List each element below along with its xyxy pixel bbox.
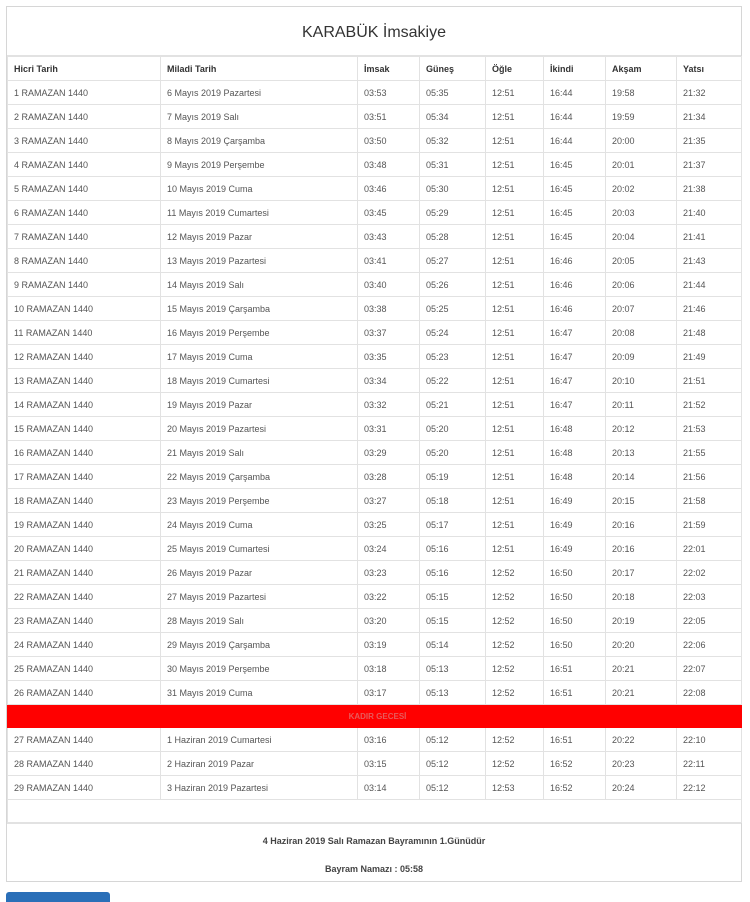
table-cell: 22 RAMAZAN 1440 — [8, 585, 161, 609]
table-cell: 27 Mayıs 2019 Pazartesi — [161, 585, 358, 609]
table-row — [8, 345, 742, 369]
col-aksam: Akşam — [606, 57, 677, 81]
table-cell: 12:51 — [486, 81, 544, 105]
table-cell: 03:41 — [358, 249, 420, 273]
col-yatsi: Yatsı — [677, 57, 742, 81]
table-row — [8, 153, 742, 177]
table-cell: 05:30 — [420, 177, 486, 201]
table-cell: 03:46 — [358, 177, 420, 201]
table-cell: 6 RAMAZAN 1440 — [8, 201, 161, 225]
table-cell: 20:09 — [606, 345, 677, 369]
table-cell: 21 RAMAZAN 1440 — [8, 561, 161, 585]
table-cell: 21:37 — [677, 153, 742, 177]
table-cell: 30 Mayıs 2019 Perşembe — [161, 657, 358, 681]
table-cell: 12:51 — [486, 441, 544, 465]
table-cell: 12:51 — [486, 321, 544, 345]
table-cell: 11 Mayıs 2019 Cumartesi — [161, 201, 358, 225]
table-cell: 20 Mayıs 2019 Pazartesi — [161, 417, 358, 441]
table-cell: 16:48 — [544, 441, 606, 465]
table-cell: 16:51 — [544, 681, 606, 705]
table-cell: 05:18 — [420, 489, 486, 513]
bayram-namazi-text: Bayram Namazı : 05:58 — [324, 864, 424, 874]
table-cell: 21:58 — [677, 489, 742, 513]
table-cell: 16:48 — [544, 465, 606, 489]
table-cell: 03:16 — [358, 728, 420, 752]
table-cell: 21:56 — [677, 465, 742, 489]
table-cell: 21:43 — [677, 249, 742, 273]
table-cell: 13 Mayıs 2019 Pazartesi — [161, 249, 358, 273]
bayram-info — [7, 823, 741, 883]
table-cell: 12:51 — [486, 153, 544, 177]
table-cell: 22:11 — [677, 752, 742, 776]
empty-row — [8, 800, 742, 823]
table-cell: 21:46 — [677, 297, 742, 321]
table-cell: 21:35 — [677, 129, 742, 153]
table-cell: 12:51 — [486, 369, 544, 393]
table-cell: 16 RAMAZAN 1440 — [8, 441, 161, 465]
table-cell: 23 RAMAZAN 1440 — [8, 609, 161, 633]
table-cell: 22:06 — [677, 633, 742, 657]
table-cell: 20:21 — [606, 681, 677, 705]
table-cell: 19:58 — [606, 81, 677, 105]
table-cell: 14 Mayıs 2019 Salı — [161, 273, 358, 297]
table-cell: 10 RAMAZAN 1440 — [8, 297, 161, 321]
table-cell: 22:05 — [677, 609, 742, 633]
table-cell: 2 Haziran 2019 Pazar — [161, 752, 358, 776]
table-row — [8, 249, 742, 273]
table-row — [8, 81, 742, 105]
imsakiye-table — [7, 56, 742, 823]
table-cell: 20:17 — [606, 561, 677, 585]
table-cell: 28 Mayıs 2019 Salı — [161, 609, 358, 633]
table-cell: 21:52 — [677, 393, 742, 417]
col-miladi: Miladi Tarih — [161, 57, 358, 81]
table-cell: 31 Mayıs 2019 Cuma — [161, 681, 358, 705]
table-body-after — [8, 728, 742, 800]
table-cell: 03:24 — [358, 537, 420, 561]
table-cell: 16:52 — [544, 776, 606, 800]
table-cell: 16:50 — [544, 585, 606, 609]
table-cell: 05:16 — [420, 537, 486, 561]
table-cell: 21:32 — [677, 81, 742, 105]
table-cell: 16:44 — [544, 129, 606, 153]
table-cell: 20:05 — [606, 249, 677, 273]
table-cell: 12:53 — [486, 776, 544, 800]
table-cell: 05:15 — [420, 585, 486, 609]
table-cell: 05:26 — [420, 273, 486, 297]
col-ikindi: İkindi — [544, 57, 606, 81]
kadir-gecesi-row — [8, 705, 742, 728]
table-cell: 21:44 — [677, 273, 742, 297]
table-row — [8, 321, 742, 345]
table-cell: 03:27 — [358, 489, 420, 513]
table-cell: 18 Mayıs 2019 Cumartesi — [161, 369, 358, 393]
table-cell: 20:11 — [606, 393, 677, 417]
table-cell: 12:51 — [486, 465, 544, 489]
table-cell: 05:22 — [420, 369, 486, 393]
table-cell: 20:22 — [606, 728, 677, 752]
table-cell: 16:45 — [544, 177, 606, 201]
table-cell: 22:12 — [677, 776, 742, 800]
table-cell: 20:02 — [606, 177, 677, 201]
table-cell: 2 RAMAZAN 1440 — [8, 105, 161, 129]
table-cell: 5 RAMAZAN 1440 — [8, 177, 161, 201]
table-row — [8, 657, 742, 681]
table-header — [8, 57, 742, 81]
bottom-button[interactable] — [6, 892, 110, 902]
table-cell: 16:46 — [544, 249, 606, 273]
table-cell: 05:24 — [420, 321, 486, 345]
table-cell: 03:35 — [358, 345, 420, 369]
table-cell: 05:29 — [420, 201, 486, 225]
table-cell: 8 RAMAZAN 1440 — [8, 249, 161, 273]
table-cell: 20:07 — [606, 297, 677, 321]
table-cell: 7 Mayıs 2019 Salı — [161, 105, 358, 129]
table-cell: 19 Mayıs 2019 Pazar — [161, 393, 358, 417]
table-cell: 12:51 — [486, 225, 544, 249]
table-cell: 3 RAMAZAN 1440 — [8, 129, 161, 153]
table-cell: 22 Mayıs 2019 Çarşamba — [161, 465, 358, 489]
table-cell: 12:51 — [486, 393, 544, 417]
table-cell: 8 Mayıs 2019 Çarşamba — [161, 129, 358, 153]
table-cell: 05:20 — [420, 417, 486, 441]
table-cell: 21 Mayıs 2019 Salı — [161, 441, 358, 465]
table-cell: 22:01 — [677, 537, 742, 561]
table-cell: 21:41 — [677, 225, 742, 249]
table-cell: 12:51 — [486, 129, 544, 153]
table-cell: 16:47 — [544, 321, 606, 345]
table-row — [8, 633, 742, 657]
table-cell: 17 Mayıs 2019 Cuma — [161, 345, 358, 369]
table-cell: 05:15 — [420, 609, 486, 633]
table-row — [8, 225, 742, 249]
table-cell: 05:31 — [420, 153, 486, 177]
table-cell: 21:49 — [677, 345, 742, 369]
table-cell: 03:23 — [358, 561, 420, 585]
table-cell: 20:16 — [606, 513, 677, 537]
table-cell: 05:35 — [420, 81, 486, 105]
table-row — [8, 537, 742, 561]
table-cell: 03:48 — [358, 153, 420, 177]
table-cell: 3 Haziran 2019 Pazartesi — [161, 776, 358, 800]
table-cell: 05:21 — [420, 393, 486, 417]
col-imsak: İmsak — [358, 57, 420, 81]
table-cell: 16:49 — [544, 513, 606, 537]
table-row — [8, 393, 742, 417]
table-row — [8, 441, 742, 465]
table-cell: 9 Mayıs 2019 Perşembe — [161, 153, 358, 177]
col-hicri: Hicri Tarih — [8, 57, 161, 81]
table-cell: 12:51 — [486, 273, 544, 297]
table-cell: 15 RAMAZAN 1440 — [8, 417, 161, 441]
table-cell: 21:59 — [677, 513, 742, 537]
table-cell: 21:40 — [677, 201, 742, 225]
table-cell: 22:07 — [677, 657, 742, 681]
table-cell: 05:25 — [420, 297, 486, 321]
table-cell: 16:48 — [544, 417, 606, 441]
table-cell: 16:44 — [544, 81, 606, 105]
table-cell: 20:21 — [606, 657, 677, 681]
table-cell: 12:51 — [486, 201, 544, 225]
table-cell: 03:31 — [358, 417, 420, 441]
table-cell: 20:06 — [606, 273, 677, 297]
table-cell: 26 Mayıs 2019 Pazar — [161, 561, 358, 585]
table-cell: 12:51 — [486, 297, 544, 321]
table-cell: 13 RAMAZAN 1440 — [8, 369, 161, 393]
table-cell: 20:24 — [606, 776, 677, 800]
table-cell: 05:19 — [420, 465, 486, 489]
table-cell: 03:51 — [358, 105, 420, 129]
table-row — [8, 129, 742, 153]
imsakiye-panel — [6, 6, 742, 882]
table-cell: 03:43 — [358, 225, 420, 249]
table-cell: 03:19 — [358, 633, 420, 657]
table-cell: 17 RAMAZAN 1440 — [8, 465, 161, 489]
table-cell: 14 RAMAZAN 1440 — [8, 393, 161, 417]
table-cell: 05:32 — [420, 129, 486, 153]
table-cell: 16:51 — [544, 728, 606, 752]
table-cell: 05:28 — [420, 225, 486, 249]
table-cell: 12:52 — [486, 633, 544, 657]
table-cell: 12:51 — [486, 489, 544, 513]
table-cell: 12:51 — [486, 345, 544, 369]
col-ogle: Öğle — [486, 57, 544, 81]
table-cell: 24 Mayıs 2019 Cuma — [161, 513, 358, 537]
table-cell: 12 RAMAZAN 1440 — [8, 345, 161, 369]
table-cell: 20:00 — [606, 129, 677, 153]
table-cell: 21:53 — [677, 417, 742, 441]
table-cell: 21:34 — [677, 105, 742, 129]
table-cell: 03:17 — [358, 681, 420, 705]
table-cell: 16:49 — [544, 489, 606, 513]
table-cell: 16:50 — [544, 561, 606, 585]
table-cell: 03:25 — [358, 513, 420, 537]
table-cell: 21:48 — [677, 321, 742, 345]
table-cell: 05:12 — [420, 776, 486, 800]
table-cell: 23 Mayıs 2019 Perşembe — [161, 489, 358, 513]
table-cell: 16:50 — [544, 609, 606, 633]
table-cell: 27 RAMAZAN 1440 — [8, 728, 161, 752]
table-row — [8, 201, 742, 225]
table-cell: 20:12 — [606, 417, 677, 441]
table-cell: 21:55 — [677, 441, 742, 465]
table-row — [8, 728, 742, 752]
table-cell: 12:52 — [486, 657, 544, 681]
table-cell: 03:34 — [358, 369, 420, 393]
table-cell: 4 RAMAZAN 1440 — [8, 153, 161, 177]
table-cell: 03:40 — [358, 273, 420, 297]
table-cell: 16:45 — [544, 225, 606, 249]
table-row — [8, 273, 742, 297]
table-row — [8, 561, 742, 585]
table-cell: 05:16 — [420, 561, 486, 585]
table-cell: 20:03 — [606, 201, 677, 225]
table-cell: 03:15 — [358, 752, 420, 776]
table-cell: 29 Mayıs 2019 Çarşamba — [161, 633, 358, 657]
table-cell: 22:03 — [677, 585, 742, 609]
table-cell: 20 RAMAZAN 1440 — [8, 537, 161, 561]
bayram-date-text: 4 Haziran 2019 Salı Ramazan Bayramının 1.Günüdür — [262, 836, 486, 846]
table-row — [8, 297, 742, 321]
table-cell: 16 Mayıs 2019 Perşembe — [161, 321, 358, 345]
table-row — [8, 609, 742, 633]
page-title: KARABÜK İmsakiye — [7, 7, 741, 56]
table-cell: 16:47 — [544, 345, 606, 369]
table-cell: 16:46 — [544, 273, 606, 297]
table-cell: 05:34 — [420, 105, 486, 129]
table-cell: 9 RAMAZAN 1440 — [8, 273, 161, 297]
table-cell: 12:52 — [486, 585, 544, 609]
table-cell: 12:51 — [486, 513, 544, 537]
table-cell: 10 Mayıs 2019 Cuma — [161, 177, 358, 201]
table-cell: 16:51 — [544, 657, 606, 681]
kadir-gecesi-label: KADIR GECESİ — [8, 705, 742, 728]
table-row — [8, 752, 742, 776]
table-cell: 20:10 — [606, 369, 677, 393]
table-cell: 03:38 — [358, 297, 420, 321]
table-row — [8, 681, 742, 705]
table-row — [8, 177, 742, 201]
table-cell: 1 RAMAZAN 1440 — [8, 81, 161, 105]
table-cell: 12:51 — [486, 105, 544, 129]
table-cell: 12:52 — [486, 681, 544, 705]
table-row — [8, 417, 742, 441]
table-row — [8, 513, 742, 537]
table-cell: 15 Mayıs 2019 Çarşamba — [161, 297, 358, 321]
table-cell: 03:18 — [358, 657, 420, 681]
table-cell: 03:20 — [358, 609, 420, 633]
table-cell: 03:50 — [358, 129, 420, 153]
table-cell: 20:20 — [606, 633, 677, 657]
table-row — [8, 369, 742, 393]
table-cell: 12:52 — [486, 728, 544, 752]
table-cell: 03:37 — [358, 321, 420, 345]
table-cell: 12:52 — [486, 752, 544, 776]
table-cell: 16:45 — [544, 153, 606, 177]
table-cell: 20:13 — [606, 441, 677, 465]
table-cell: 22:10 — [677, 728, 742, 752]
table-cell: 05:23 — [420, 345, 486, 369]
table-cell: 16:47 — [544, 369, 606, 393]
table-cell: 05:14 — [420, 633, 486, 657]
table-cell: 12:51 — [486, 537, 544, 561]
table-cell: 20:23 — [606, 752, 677, 776]
table-cell: 18 RAMAZAN 1440 — [8, 489, 161, 513]
table-cell: 16:44 — [544, 105, 606, 129]
table-cell: 03:14 — [358, 776, 420, 800]
table-cell: 19:59 — [606, 105, 677, 129]
table-cell: 03:28 — [358, 465, 420, 489]
table-cell: 28 RAMAZAN 1440 — [8, 752, 161, 776]
table-cell: 05:13 — [420, 657, 486, 681]
table-cell: 21:38 — [677, 177, 742, 201]
table-cell: 20:18 — [606, 585, 677, 609]
table-cell: 16:50 — [544, 633, 606, 657]
table-cell: 20:01 — [606, 153, 677, 177]
col-gunes: Güneş — [420, 57, 486, 81]
table-row — [8, 776, 742, 800]
table-cell: 03:53 — [358, 81, 420, 105]
table-cell: 03:29 — [358, 441, 420, 465]
table-cell: 19 RAMAZAN 1440 — [8, 513, 161, 537]
table-cell: 03:32 — [358, 393, 420, 417]
table-cell: 20:08 — [606, 321, 677, 345]
table-cell: 6 Mayıs 2019 Pazartesi — [161, 81, 358, 105]
table-cell: 24 RAMAZAN 1440 — [8, 633, 161, 657]
table-cell: 16:47 — [544, 393, 606, 417]
table-cell: 16:52 — [544, 752, 606, 776]
table-cell: 7 RAMAZAN 1440 — [8, 225, 161, 249]
table-cell: 20:16 — [606, 537, 677, 561]
table-row — [8, 585, 742, 609]
table-cell: 12:51 — [486, 249, 544, 273]
table-cell: 16:45 — [544, 201, 606, 225]
table-cell: 05:12 — [420, 728, 486, 752]
table-cell: 25 Mayıs 2019 Cumartesi — [161, 537, 358, 561]
table-row — [8, 465, 742, 489]
table-cell: 05:20 — [420, 441, 486, 465]
table-cell: 20:15 — [606, 489, 677, 513]
table-body — [8, 81, 742, 705]
table-cell: 22:02 — [677, 561, 742, 585]
table-cell: 12:51 — [486, 177, 544, 201]
table-cell: 03:45 — [358, 201, 420, 225]
table-cell: 12:51 — [486, 417, 544, 441]
table-cell: 05:13 — [420, 681, 486, 705]
table-cell: 16:49 — [544, 537, 606, 561]
table-cell: 12 Mayıs 2019 Pazar — [161, 225, 358, 249]
table-row — [8, 489, 742, 513]
table-cell: 11 RAMAZAN 1440 — [8, 321, 161, 345]
table-cell: 05:12 — [420, 752, 486, 776]
table-cell: 26 RAMAZAN 1440 — [8, 681, 161, 705]
table-cell: 05:17 — [420, 513, 486, 537]
table-cell: 12:52 — [486, 609, 544, 633]
table-cell: 05:27 — [420, 249, 486, 273]
table-cell: 22:08 — [677, 681, 742, 705]
table-cell: 25 RAMAZAN 1440 — [8, 657, 161, 681]
table-cell: 16:46 — [544, 297, 606, 321]
table-cell: 20:19 — [606, 609, 677, 633]
table-row — [8, 105, 742, 129]
table-cell: 20:04 — [606, 225, 677, 249]
table-cell: 1 Haziran 2019 Cumartesi — [161, 728, 358, 752]
table-cell: 29 RAMAZAN 1440 — [8, 776, 161, 800]
table-cell: 12:52 — [486, 561, 544, 585]
table-cell: 03:22 — [358, 585, 420, 609]
table-cell: 20:14 — [606, 465, 677, 489]
table-cell: 21:51 — [677, 369, 742, 393]
